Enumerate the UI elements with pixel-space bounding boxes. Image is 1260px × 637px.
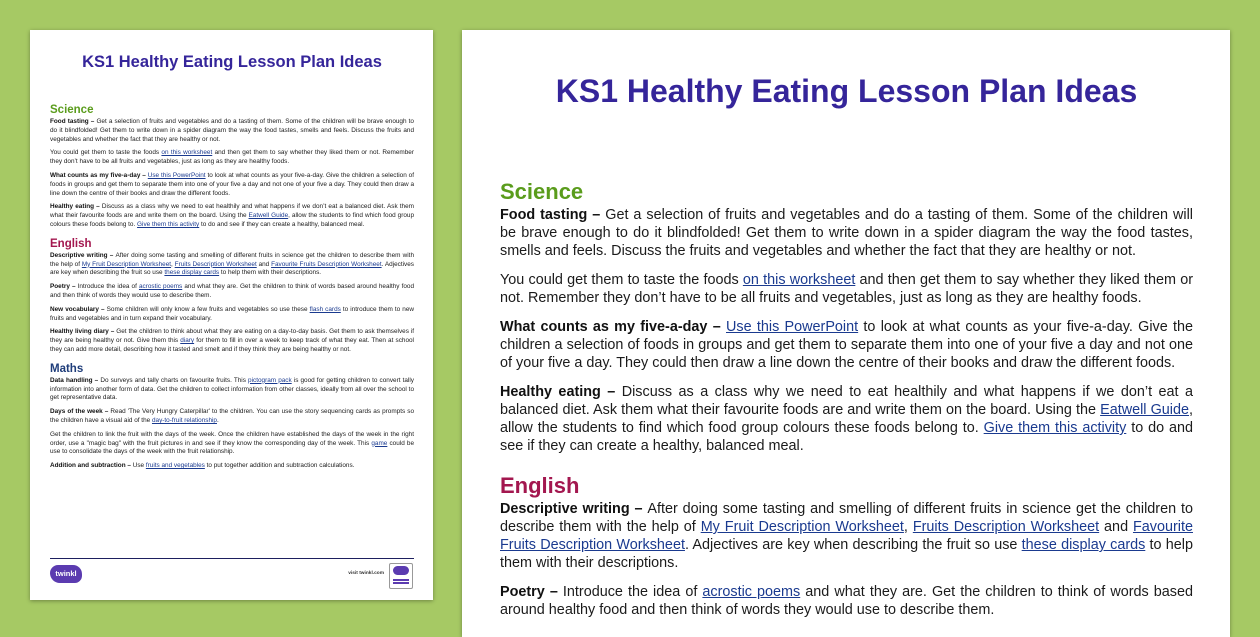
resource-link[interactable]: My Fruit Description Worksheet: [81, 260, 172, 268]
resource-link[interactable]: on this worksheet: [742, 272, 856, 288]
paragraph-text: to help them with their descriptions.: [219, 269, 322, 277]
thumbnail-page[interactable]: [30, 30, 433, 600]
paragraph-text: Get a selection of fruits and vegetables and do a tasting of them. Some of the children will be brave enough to do it blindfolded! Get them to write down in a spider diagram the way the food tastes, smells and feels. Discuss the fruits and vegetables and whether the fact that they are healthy or not.: [50, 118, 414, 143]
paragraph-label: Food tasting –: [500, 207, 606, 223]
paragraph-text: After doing some tasting and smelling of different fruits in science get the children to describe them with the help of: [500, 501, 1193, 535]
paragraph-text: ,: [171, 260, 175, 268]
paragraph-text: and then get them to say whether they liked them or not. Remember they don’t have to be all fruits and vegetables, just as long as they are healthy foods.: [500, 272, 1193, 306]
resource-link[interactable]: acrostic poems: [138, 283, 183, 291]
section-heading: Science: [50, 104, 94, 116]
paragraph-label: Days of the week –: [50, 408, 111, 416]
paragraph: [500, 500, 1193, 572]
section-heading: English: [50, 237, 92, 250]
zoomed-page: [462, 30, 1230, 637]
paragraph: [50, 118, 414, 144]
paragraph-text: . Adjectives are key when describing the fruit so use: [684, 537, 1022, 553]
paragraph: [50, 431, 414, 457]
section-heading: English: [500, 473, 580, 498]
paragraph-text: and then get them to say whether they liked them or not. Remember they don’t have to be all fruits and vegetables, just as long as they are healthy foods.: [50, 149, 414, 166]
paragraph-label: Addition and subtraction –: [50, 462, 133, 470]
resource-link[interactable]: diary: [180, 337, 195, 345]
paragraph-text: Get a selection of fruits and vegetables and do a tasting of them. Some of the children will be brave enough to do it blindfolded! Get them to write down in a spider diagram the way the food tastes, smells and feels. Discuss the fruits and vegetables and whether the fact that they are healthy or not.: [500, 207, 1193, 259]
paragraph-text: and: [1099, 519, 1133, 535]
paragraph-text: is good for getting children to convert tally information into another form of data. Get the children to collect information from other classes, ideally from all over the school to get representative data.: [50, 376, 414, 402]
paragraph: [50, 149, 414, 167]
paragraph-text: ,: [903, 519, 913, 535]
paragraph-text: for them to fill in over a week to keep track of what they eat. Then at school they can add more detail, describing how it tasted and smelt and if they think they are being healthy or not.: [50, 337, 414, 353]
paragraph-text: to help them with their descriptions.: [500, 537, 1193, 571]
paragraph: [50, 203, 414, 229]
resource-link[interactable]: My Fruit Description Worksheet: [700, 519, 904, 535]
paragraph-label: Healthy living diary –: [50, 328, 117, 336]
paragraph-text: to look at what counts as your five-a-day. Give the children a selection of foods in groups and get them to separate them into one of your five a day and not one of your five a day. They could then draw a line down the centre of their books and draw the different foods.: [500, 319, 1193, 371]
resource-link[interactable]: acrostic poems: [702, 584, 801, 600]
resource-link[interactable]: flash cards: [309, 305, 341, 313]
paragraph: [50, 252, 414, 278]
paragraph-text: to do and see if they can create a healthy, balanced meal.: [500, 420, 1193, 454]
paragraph: [50, 283, 414, 301]
resource-link[interactable]: day-to-fruit relationship: [151, 416, 217, 424]
paragraph: [500, 318, 1193, 372]
paragraph-label: Data handling –: [50, 376, 101, 384]
page-title: KS1 Healthy Eating Lesson Plan Ideas: [82, 53, 382, 71]
paragraph-text: Get the children to link the fruit with the days of the week. Once the children have established the days of the week in the right order, use a "magic bag" with the fruit pictures in and see if they know the corresponding day of the week. This: [50, 430, 414, 447]
paragraph-text: and what they are. Get the children to think of words based around healthy food and then think of words they would use to describe them.: [500, 584, 1193, 618]
resource-link[interactable]: Use this PowerPoint: [147, 171, 206, 179]
paragraph-label: What counts as my five-a-day –: [500, 319, 726, 335]
sections: [50, 104, 414, 471]
paragraph-text: You could get them to taste the foods: [500, 272, 743, 288]
paragraph-text: Discuss as a class why we need to eat healthily and what happens if we don’t eat a balanced diet. Ask them what their favourite foods are and write them on the board. Using the: [500, 384, 1193, 418]
paragraph-label: New vocabulary –: [50, 305, 107, 313]
paragraph-text: You could get them to taste the foods: [50, 149, 162, 157]
paragraph: [500, 583, 1193, 619]
paragraph: [50, 408, 414, 426]
paragraph-label: Descriptive writing –: [500, 501, 648, 517]
section-science: [500, 179, 1193, 455]
quality-badge-icon: [389, 563, 413, 589]
paragraph-text: After doing some tasting and smelling of different fruits in science get the children to describe them with the help of: [50, 251, 414, 268]
resource-link[interactable]: Favourite Fruits Description Worksheet: [271, 260, 382, 268]
paragraph-label: What counts as my five-a-day –: [50, 171, 148, 179]
paragraph-label: Food tasting –: [50, 118, 97, 125]
resource-link[interactable]: these display cards: [1021, 537, 1146, 553]
paragraph-text: Get the children to think about what they are eating on a day-to-day basis. Get them to ask themselves if they are being healthy or not. Give them this: [50, 328, 414, 345]
resource-link[interactable]: Give them this activity: [137, 220, 200, 228]
visit-link[interactable]: visit twinkl.com: [348, 571, 384, 576]
section-english: [50, 238, 414, 355]
paragraph-label: Poetry –: [50, 283, 78, 291]
section-english: [500, 473, 1193, 619]
page-title: KS1 Healthy Eating Lesson Plan Ideas: [555, 73, 1138, 109]
resource-link[interactable]: Favourite Fruits Description Worksheet: [500, 519, 1193, 553]
resource-link[interactable]: on this worksheet: [161, 149, 213, 157]
resource-link[interactable]: game: [371, 439, 388, 447]
paragraph-text: Introduce the idea of: [77, 283, 139, 291]
paragraph: [500, 206, 1193, 260]
paragraph-text: , allow the students to find which food group colours these foods belong to.: [50, 212, 414, 228]
resource-link[interactable]: Eatwell Guide: [248, 212, 289, 220]
resource-link[interactable]: these display cards: [164, 269, 220, 277]
paragraph-text: to look at what counts as your five-a-day. Give the children a selection of foods in groups and get them to separate them into one of your five a day and not one of your five a day. They could then draw a line down the centre of their books and draw the different foods.: [50, 171, 415, 197]
paragraph-text: and what they are. Get the children to think of words based around healthy food and then think of words they would use to describe them.: [50, 283, 415, 299]
paragraph: [50, 172, 414, 198]
paragraph-text: could be use to consolidate the days of the week with the fruit relationship.: [50, 439, 414, 456]
resource-link[interactable]: pictogram pack: [248, 376, 292, 384]
resource-link[interactable]: Use this PowerPoint: [726, 319, 859, 335]
section-maths: [50, 363, 414, 471]
paragraph-text: Use: [132, 462, 146, 470]
paragraph-text: Introduce the idea of: [562, 584, 703, 600]
paragraph-text: Some children will only know a few fruits and vegetables so use these: [106, 305, 310, 313]
paragraph-text: and: [256, 260, 272, 268]
paragraph-text: to do and see if they can create a healthy, balanced meal.: [199, 220, 365, 228]
resource-link[interactable]: Give them this activity: [983, 420, 1127, 436]
paragraph-label: Healthy eating –: [500, 384, 622, 400]
paragraph-text: to introduce them to new fruits and vegetables and in turn expand their vocabulary.: [50, 305, 414, 322]
paragraph-text: , allow the students to find which food group colours these foods belong to.: [500, 402, 1194, 436]
paragraph-text: . Adjectives are key when describing the fruit so use: [50, 260, 414, 277]
section-science: [50, 104, 414, 230]
section-heading: Maths: [50, 362, 84, 375]
paragraph: [50, 306, 414, 324]
paragraph: [500, 271, 1193, 307]
section-heading: Science: [500, 179, 584, 204]
page-footer: [50, 558, 414, 593]
paragraph-text: .: [216, 416, 219, 424]
resource-link[interactable]: fruits and vegetables: [145, 462, 205, 470]
resource-link[interactable]: Fruits Description Worksheet: [912, 519, 1100, 535]
resource-link[interactable]: Fruits Description Worksheet: [174, 260, 257, 268]
resource-link[interactable]: Eatwell Guide: [1100, 402, 1190, 418]
paragraph: [50, 377, 414, 403]
paragraph-text: Read 'The Very Hungry Caterpillar' to the children. You can use the story sequencing cards as prompts so the children have a visual aid of the: [50, 408, 414, 424]
paragraph: [500, 383, 1193, 455]
paragraph-label: Poetry –: [500, 584, 563, 600]
sections: [500, 179, 1193, 619]
paragraph: [50, 328, 414, 354]
paragraph: [50, 462, 414, 471]
paragraph-label: Healthy eating –: [50, 203, 102, 211]
paragraph-text: Do surveys and tally charts on favourite fruits. This: [100, 376, 249, 384]
twinkl-logo: twinkl: [50, 565, 82, 583]
paragraph-text: Discuss as a class why we need to eat healthily and what happens if we don’t eat a balanced diet. Ask them what their favourite foods are and write them on the board. Using the: [50, 203, 414, 220]
paragraph-label: Descriptive writing –: [50, 251, 116, 259]
paragraph-text: to put together addition and subtraction calculations.: [204, 462, 355, 470]
